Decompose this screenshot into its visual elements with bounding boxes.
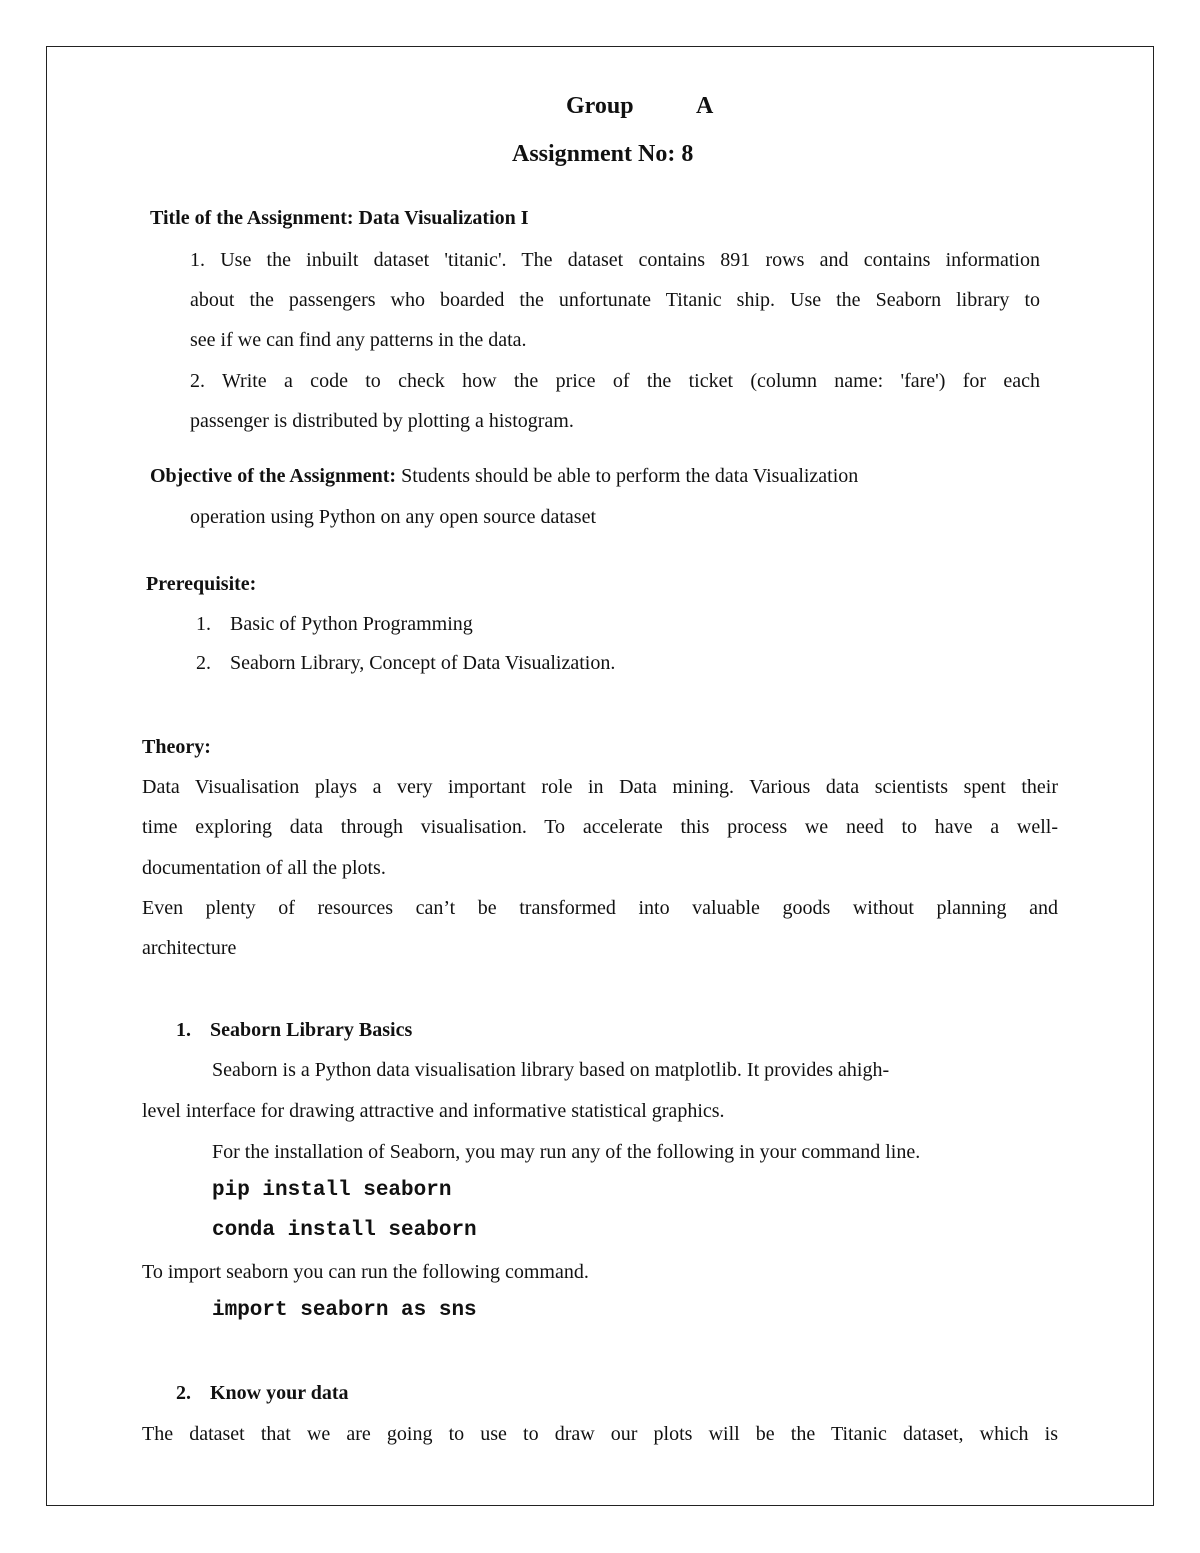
import-intro: To import seaborn you can run the following command. bbox=[142, 1261, 589, 1283]
seaborn-intro-line-1: Seaborn is a Python data visualisation library based on matplotlib. It provides ahigh- bbox=[212, 1059, 890, 1081]
prerequisite-item bbox=[196, 651, 615, 675]
task-2-line-2: passenger is distributed by plotting a histogram. bbox=[190, 410, 574, 432]
prerequisite-item-text: Basic of Python Programming bbox=[230, 613, 473, 635]
seaborn-intro-line-2: level interface for drawing attractive and informative statistical graphics. bbox=[142, 1100, 725, 1122]
theory-line-4: Even plenty of resources can’t be transformed into valuable goods without planning and bbox=[142, 897, 1058, 919]
section-2-heading bbox=[176, 1381, 349, 1405]
prerequisite-item-number: 2. bbox=[196, 652, 211, 674]
objective-label: Objective of the Assignment: bbox=[150, 465, 397, 487]
prerequisite-heading: Prerequisite: bbox=[146, 573, 257, 595]
theory-line-1: Data Visualisation plays a very important role in Data mining. Various data scientists spent their bbox=[142, 776, 1058, 798]
code-import-seaborn: import seaborn as sns bbox=[212, 1299, 477, 1322]
group-label: Group bbox=[566, 93, 634, 119]
theory-line-3: documentation of all the plots. bbox=[142, 857, 386, 879]
prerequisite-item-number: 1. bbox=[196, 613, 211, 635]
section-1-heading bbox=[176, 1018, 412, 1042]
know-data-line-1: The dataset that we are going to use to draw our plots will be the Titanic dataset, which is bbox=[142, 1423, 1058, 1445]
section-2-title: Know your data bbox=[210, 1382, 349, 1404]
assignment-title-label: Title of the Assignment: bbox=[150, 207, 354, 229]
objective-text: Students should be able to perform the data Visualization bbox=[401, 465, 859, 487]
prerequisite-item-text: Seaborn Library, Concept of Data Visualization. bbox=[230, 652, 616, 674]
task-2-line-1: 2. Write a code to check how the price of the ticket (column name: 'fare') for each bbox=[190, 370, 1040, 392]
objective-line-1 bbox=[150, 464, 858, 488]
task-1-line-2: about the passengers who boarded the unfortunate Titanic ship. Use the Seaborn library to bbox=[190, 289, 1040, 311]
task-1-line-3: see if we can find any patterns in the data. bbox=[190, 329, 527, 351]
section-2-number: 2. bbox=[176, 1382, 191, 1404]
assignment-number: Assignment No: 8 bbox=[512, 141, 694, 167]
objective-line-2: operation using Python on any open source dataset bbox=[190, 506, 597, 528]
task-1-line-1: 1. Use the inbuilt dataset 'titanic'. The dataset contains 891 rows and contains information bbox=[190, 249, 1040, 271]
assignment-title-value: Data Visualization I bbox=[358, 207, 529, 229]
assignment-title bbox=[150, 206, 529, 230]
code-conda-install: conda install seaborn bbox=[212, 1219, 477, 1242]
theory-line-5: architecture bbox=[142, 937, 237, 959]
prerequisite-item bbox=[196, 612, 473, 636]
theory-line-2: time exploring data through visualisation. To accelerate this process we need to have a well- bbox=[142, 816, 1058, 838]
section-1-number: 1. bbox=[176, 1019, 191, 1041]
theory-heading: Theory: bbox=[142, 736, 211, 758]
installation-intro: For the installation of Seaborn, you may run any of the following in your command line. bbox=[212, 1141, 921, 1163]
code-pip-install: pip install seaborn bbox=[212, 1179, 452, 1202]
group-value: A bbox=[696, 93, 714, 119]
section-1-title: Seaborn Library Basics bbox=[210, 1019, 413, 1041]
